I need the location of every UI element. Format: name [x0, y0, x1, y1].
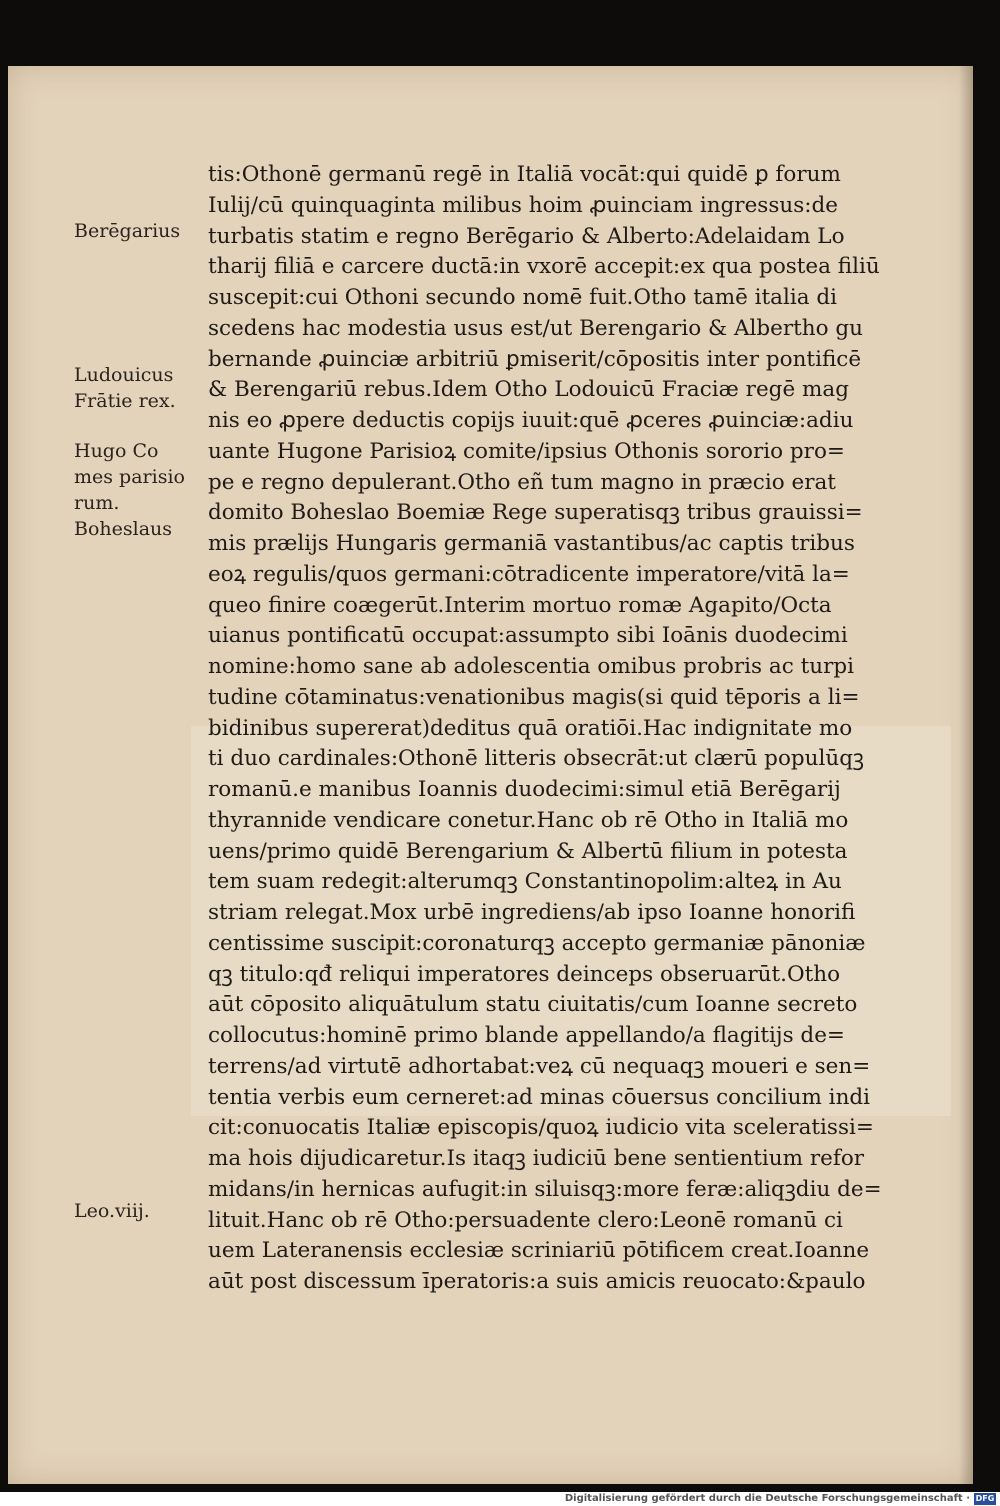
text-line: centissime suscipit:coronaturqꝫ accepto germaniæ pānoniæ [208, 930, 866, 956]
text-line: scedens hac modestia usus est/ut Berengario & Albertho gu [208, 315, 864, 341]
marginal-note-leo [74, 1198, 150, 1224]
text-line: aūt cōposito aliquātulum statu ciuitatis/cum Ioanne secreto [208, 992, 858, 1018]
text-line: eoꝝ regulis/quos germani:cōtradicente imperatore/vitā la= [208, 561, 850, 587]
text-line: suscepit:cui Othoni secundo nomē fuit.Otho tamē italia di [208, 285, 838, 310]
marginal-note-hugo [74, 438, 185, 542]
text-line: tis:Othonē germanū regē in Italiā vocāt:qui quidē ꝑ forum [208, 162, 841, 187]
main-text-block [208, 160, 903, 1298]
marginal-note-ludouicus [74, 362, 176, 414]
text-line: tem suam redegit:alterumqꝫ Constantinopolim:alteꝝ in Au [208, 869, 842, 895]
text-line: mis prælijs Hungaris germaniā vastantibus/ac captis tribus [208, 531, 855, 556]
marginal-line: Boheslaus [74, 518, 173, 540]
text-line: qꝫ titulo:qđ reliqui imperatores deinceps obseruarūt.Otho [208, 961, 841, 987]
text-line: turbatis statim e regno Berēgario & Alberto:Adelaidam Lo [208, 223, 845, 249]
dfg-logo: DFG [975, 1494, 995, 1503]
text-line: romanū.e manibus Ioannis duodecimi:simul etiā Berēgarij [208, 777, 841, 802]
page-gutter-shadow [959, 66, 973, 1484]
text-line: uens/primo quidē Berengarium & Albertū filium in potesta [208, 838, 848, 864]
text-line: tudine cōtaminatus:venationibus magis(si quid tēporis a li= [208, 684, 860, 710]
text-line: cit:conuocatis Italiæ episcopis/quoꝝ iudicio vita sceleratissi= [208, 1115, 874, 1141]
marginal-line: Leo.viij. [74, 1200, 150, 1222]
text-line: ti duo cardinales:Othonē litteris obsecrāt:ut clærū populūqꝫ [208, 746, 864, 772]
text-line: aūt post discessum īperatoris:a suis amicis reuocato:&paulo [208, 1269, 866, 1294]
text-line: uem Lateranensis ecclesiæ scriniariū pōtificem creat.Ioanne [208, 1238, 870, 1264]
text-line: ma hois dijudicaretur.Is itaqꝫ iudiciū bene sentientium refor [208, 1146, 865, 1171]
marginal-note-beregarius [74, 218, 180, 244]
text-line: collocutus:hominē primo blande appellando/a flagitijs de= [208, 1023, 845, 1048]
text-line: midans/in hernicas aufugit:in siluisqꝫ:more feræ:aliqꝫdiu de= [208, 1176, 882, 1202]
text-line: domito Boheslao Boemiæ Rege superatisqꝫ tribus grauissi= [208, 500, 863, 526]
text-line: pe e regno depulerant.Otho eñ tum magno in præcio erat [208, 469, 836, 495]
text-line: lituit.Hanc ob rē Otho:persuadente clero:Leonē romanū ci [208, 1207, 843, 1233]
text-line: nis eo ꝓpere deductis copijs iuuit:quē ꝓceres ꝓuinciæ:adiu [208, 408, 854, 433]
footer-credit: Digitalisierung gefördert durch die Deutsche Forschungsgemeinschaft · [564, 1493, 970, 1504]
marginal-line: Berēgarius [74, 220, 181, 242]
text-line: bidinibus supererat)deditus quā oratiōi.Hac indignitate mo [208, 715, 853, 741]
text-line: Iulij/cū quinquaginta milibus hoim ꝓuinciam ingressus:de [208, 192, 838, 218]
text-line: uianus pontificatū occupat:assumpto sibi Ioānis duodecimi [208, 623, 848, 649]
marginal-line: Frātie rex. [74, 390, 176, 412]
text-line: bernande ꝓuinciæ arbitriū ꝑmiserit/cōpositis inter pontificē [208, 346, 862, 372]
footer-bar [0, 1492, 1000, 1506]
text-line: tharij filiā e carcere ductā:in vxorē accepit:ex qua postea filiū [208, 254, 880, 280]
text-line: thyrannide vendicare conetur.Hanc ob rē Otho in Italiā mo [208, 807, 849, 833]
text-line: terrens/ad virtutē adhortabat:veꝝ cū nequaqꝫ moueri e sen= [208, 1053, 871, 1079]
marginal-line: Ludouicus [74, 364, 174, 386]
text-line: striam relegat.Mox urbē ingrediens/ab ipso Ioanne honorifi [208, 900, 856, 925]
marginal-line: Hugo Co [74, 440, 159, 462]
text-line: tentia verbis eum cerneret:ad minas cōuersus concilium indi [208, 1084, 871, 1110]
text-line: & Berengariū rebus.Idem Otho Lodouicū Fraciæ regē mag [208, 377, 849, 403]
text-line: queo finire coægerūt.Interim mortuo romæ Agapito/Octa [208, 592, 832, 618]
text-line: uante Hugone Parisioꝝ comite/ipsius Othonis sororio pro= [208, 438, 845, 464]
text-line: nomine:homo sane ab adolescentia omibus probris ac turpi [208, 654, 854, 679]
marginal-line: rum. [74, 492, 120, 514]
marginal-line: mes parisio [74, 466, 185, 488]
